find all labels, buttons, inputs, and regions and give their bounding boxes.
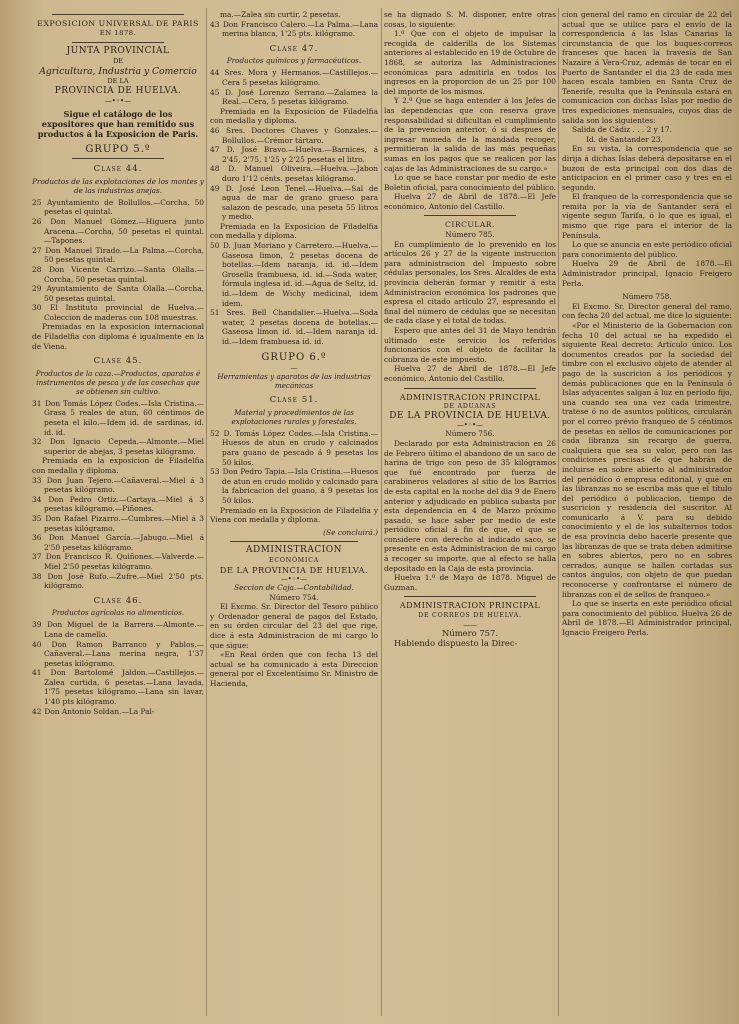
entry-number: 36 bbox=[32, 533, 42, 543]
administration-title: ADMINISTRACION PRINCIPAL bbox=[399, 392, 541, 402]
notice-signature: Huelva 1.º de Mayo de 1878. Miguel de Guzman. bbox=[384, 573, 556, 592]
entry-text: Don Manuel Gómez.—Higuera junto Aracena.—Corcha, 50 pesetas el quintal.—Tapones. bbox=[44, 216, 204, 246]
column-3 bbox=[384, 10, 556, 1016]
ornament: —•◦•— bbox=[280, 575, 308, 584]
exhibitor-entry bbox=[210, 467, 378, 505]
administration-type: ECONÓMICA bbox=[269, 556, 319, 564]
exhibitor-entry bbox=[32, 514, 204, 533]
exhibitor-entry bbox=[32, 533, 204, 552]
entry-text: D. Manuel Oliveira.—Huelva.—Jabon duro 1'12 cénts. pesetas kilógramo. bbox=[222, 164, 378, 183]
exhibitor-entry bbox=[32, 552, 204, 571]
exhibitor-entry bbox=[32, 620, 204, 639]
notice-text: Lo que se hace constar por medio de este Boletin oficial, para conocimiento del público. bbox=[384, 173, 556, 192]
entry-number: 28 bbox=[32, 264, 42, 274]
divider bbox=[72, 42, 164, 43]
section-label: Seccion de Caja.—Contabilidad. bbox=[234, 583, 354, 593]
entry-number: 33 bbox=[32, 475, 42, 485]
dash: —— bbox=[463, 620, 477, 629]
column-rule bbox=[206, 8, 207, 1016]
group-heading: GRUPO 6.º bbox=[261, 351, 327, 363]
entry-text: D. Juan Moriano y Carretero.—Huelva.—Gaseosa limon, 2 pesetas docena de botellas.—Idem naranja, id. id.—Idem Grosella frambuesa, id. id.—Soda water, fórmula inglesa id. id.—Agua de Seltz, id. id.—Idem de Wichy medicinal, idem idem. bbox=[222, 241, 378, 308]
catalog-intro: Sigue el catálogo de los expositores que han remitido sus productos á la Exposicion de Paris. bbox=[37, 108, 199, 139]
notice-number: Número 754. bbox=[269, 592, 319, 602]
entry-text: D. José Lorenzo Serrano.—Zalamea la Real.—Cera, 5 pesetas kilógramo. bbox=[222, 87, 378, 107]
entry-text: Don Pedro Ortiz.—Cartaya.—Miel á 3 pesetas kilógramo.—Piñones. bbox=[44, 494, 204, 514]
exhibitor-entry bbox=[210, 145, 378, 164]
to-be-continued: (Se concluirá.) bbox=[323, 527, 378, 537]
entry-text: Sres. Bell Chandalier.—Huelva.—Soda water, 2 pesetas docena de botellas.—Gaseosa limon id. id.—Idem naranja id. id.—Idem frambuesa id. id. bbox=[222, 308, 378, 346]
exhibitor-entry bbox=[32, 437, 204, 456]
entry-text: D. Tomás López Codes.—Isla Cristina.—Huesos de atun en crudo y calcinados para guano de pescado á 9 pesetas los 50 kilos. bbox=[222, 428, 378, 467]
entry-text: Ayuntamiento de Santa Olalla.—Corcha, 50 pesetas quintal. bbox=[44, 284, 204, 303]
entry-text: D. José Leon Tenel.—Huelva.—Sal de agua de mar de grano grueso para salazon de pescado, una peseta 55 litros y medio. bbox=[222, 183, 378, 222]
class-heading: Clase 45. bbox=[93, 356, 143, 367]
dash: — bbox=[290, 364, 298, 373]
notice-text: Habiendo dispuesto la Direc- bbox=[394, 638, 518, 649]
notice-signature: Lo que se inserta en este periódico oficial para conocimiento del público. Huelva 26 de Abril de 1878.—El Administrador principal, Ignacio Freigero Perla. bbox=[562, 599, 732, 637]
class-description: Material y procedimientos de las explotaciones rurales y forestales. bbox=[231, 407, 357, 426]
award-note: Premiada en la Exposicion de Filadelfia con medalla y diploma. bbox=[210, 106, 378, 126]
entry-number: 42 bbox=[32, 706, 42, 716]
column-4 bbox=[562, 10, 732, 1016]
entry-number: 26 bbox=[32, 216, 42, 226]
administration-title: ADMINISTRACION PRINCIPAL bbox=[399, 601, 541, 611]
divider bbox=[230, 541, 358, 542]
divider bbox=[52, 14, 184, 15]
notice-text: 1.º Que con el objeto de impulsar la recogida de calderilla de los Sistemas anteriores al establecido en 19 de Octubre de 1868, se autoriza las Administraciones económicas para admitirla en todos los ingresos en la proporcion de un 25 por 100 del importe de los mismos. bbox=[384, 29, 556, 96]
exhibitor-entry bbox=[210, 68, 378, 87]
exhibitor-entry bbox=[32, 707, 204, 717]
ornament: —•◦•— bbox=[456, 421, 484, 430]
exhibitor-entry bbox=[210, 184, 378, 222]
class-heading: Clase 46. bbox=[93, 595, 143, 606]
group-heading: GRUPO 5.º bbox=[85, 143, 151, 155]
entry-text: Don Rafael Pizarro.—Cumbres.—Miel á 3 pesetas kilógramo. bbox=[44, 513, 204, 533]
section-heading: EXPOSICION UNIVERSAL DE PARIS bbox=[37, 19, 199, 28]
exhibitor-entry bbox=[32, 572, 204, 591]
entry-number: 49 bbox=[210, 183, 220, 193]
exhibitor-entry bbox=[32, 399, 204, 437]
notice-text: «En Real órden que con fecha 13 del actual se ha comunicado á esta Direccion general por el Excelentísimo Sr. Ministro de Hacienda, bbox=[210, 650, 378, 689]
group-description: Herramientas y aparatos de las industrias mecánicas bbox=[217, 372, 371, 391]
entry-number: 48 bbox=[210, 164, 220, 174]
administration-type: DE CORREOS DE HUELVA. bbox=[418, 612, 522, 620]
junta-province: PROVINCIA DE HUELVA. bbox=[54, 85, 182, 96]
entry-number: 38 bbox=[32, 571, 42, 581]
entry-text: Sres. Mora y Hermanos.—Castillejos.—Cera 5 pesetas kilógramo. bbox=[222, 68, 378, 87]
exhibitor-entry bbox=[32, 265, 204, 284]
entry-text: D. José Bravo.—Huelva.—Barnices, á 2'45, 2'75, 1'25 y 2'25 pesetas el litro. bbox=[222, 145, 378, 164]
entry-text: Sres. Doctores Chaves y Gonzales.—Bollullos.—Crémor tártaro. bbox=[222, 125, 378, 145]
exhibitor-entry bbox=[210, 429, 378, 467]
entry-text: Don Juan Tejero.—Cañaveral.—Miel á 3 pesetas kilógramo. bbox=[44, 475, 204, 495]
entry-number: 53 bbox=[210, 467, 220, 477]
notice-text: En cumplimiento de lo prevenido en los artículos 26 y 27 de la vigente instruccion para administracion del Impuesto sobre cédulas personales, los Sres. Alcaldes de esta provincia deberán formar y remitir á esta Administracion económica los padrones que espresa el citado artículo 27, espresando el final del número de cédulas que se necesitan de cada clase y el total de todas. bbox=[384, 239, 556, 326]
divider bbox=[72, 158, 164, 159]
entry-text: Don José Rufo.—Zufre.—Miel 2'50 pts. kilógramo. bbox=[44, 571, 204, 591]
exhibitor-entry bbox=[210, 164, 378, 183]
administration-type: DE ADUANAS bbox=[443, 403, 497, 411]
notice-text: «Por el Ministerio de la Gobernacion con fecha 10 del actual se ha expedido el siguiente Real decreto: Artículo único. Los documentos creados por la sociedad del timbre con el exclusivo objeto de atender al pago de la suscricion á los periódicos y demás publicaciones que en la Península ó Islas adyacentes salgan á luz en periodo fijo, una cuando sea una vez cada trimestre, tratese ó no de asuntos políticos, circularán por el correo prévio franqueo de 5 céntimos de pesetas en sellos de comunicaciones por cada libranza sin recargo de guerra, cualquiera que sea su valor, pero con las condiciones precisas de que habrán de incluirse en sobre abierto al administrador del periódico ó empresa editorial, y que en las libranzas no se escriba más que el título del periódico ó publicacion, tiempo de suscricion y residencia del suscritor. Al comunicarlo á V. para su debido conocimiento y el de los subalternos todos de esa provincia debo hacerle presente que las libranzas de que se trata deben admitirse en sobres abiertos, pero no en sobres cerrados, aunque se hallen cortadas sus cantos ángulos, con objeto de que puedan reconocerse y confrontarse el número de libranzas con el de sellos de franqueo.» bbox=[562, 321, 732, 599]
class-description: Productos de la caza.—Productos, aparatos é instrumentos de pesca y de las cosechas que se obtienen sin cultivo. bbox=[35, 368, 201, 396]
exhibitor-entry bbox=[32, 198, 204, 217]
entry-text: Don Pedro Tapia.—Isla Cristina.—Huesos de atun en crudo molido y calcinado para la fabricacion del guano, á 9 pesetas los 50 kilos. bbox=[222, 467, 378, 505]
entry-text: Don Tomás López Codes.—Isla Cristina.—Grasa 5 reales de atun, 60 céntimos de peseta el kilo.—Idem id. de sardinas, id. id. id. bbox=[44, 398, 204, 437]
notice-number: Número 785. bbox=[445, 230, 495, 240]
junta-dela: DE LA bbox=[107, 77, 129, 86]
junta-title: JUNTA PROVINCIAL bbox=[66, 46, 170, 57]
entry-number: 50 bbox=[210, 241, 220, 251]
exhibitor-entry bbox=[210, 126, 378, 145]
notice-signature: Huelva 29 de Abril de 1878.—El Administrador principal, Ignacio Freigero Perla. bbox=[562, 259, 732, 288]
entry-text: Don Manuel Tirado.—La Palma.—Corcha, 50 pesetas quintal. bbox=[44, 245, 204, 265]
notice-signature: Huelva 27 de Abril de 1878.—El Jefe económico, Antonio del Castillo. bbox=[384, 192, 556, 211]
continued-text: ma.—Zalea sin curtir, 2 pesetas. bbox=[220, 10, 341, 19]
class-heading: Clase 47. bbox=[269, 43, 319, 54]
entry-text: Don Vicente Carrizo.—Santa Olalla.—Corcha, 50 pesetas quintal. bbox=[44, 264, 204, 284]
notice-text: Y 2.º Que se haga entender á los Jefes de las dependencias que con reserva grave responsabilidad si dificultan el cumplimiento de la prevencion anterior, ó si despues de ingresar moneda de la mandada recoger, permitieran la salida de las más pequeñas sumas en los pagos que se realicen por las cajas de las Administraciones de su cargo.» bbox=[384, 96, 556, 173]
notice-text: Declarado por esta Administracion en 26 de Febrero último el abandono de un saco de harina de trigo con peso de 35 kilógramos que fué encontrado por fuerza de carabineros veladores al sitio de los Barrios de esta capital en la noche del dia 9 de Enero anterior y adjudicado en pública subasta por esta dependencia en 4 de Marzo próximo pasado, se hace saber por medio de este periódico oficial á fin de que, el que se considere con derecho al indicado saco, se presente en esta Administracion de mi cargo á recoger su importe, que al efecto se halla depositado en la Caja de esta provincia. bbox=[384, 438, 556, 573]
entry-number: 31 bbox=[32, 398, 42, 408]
notice-text: Lo que se anuncia en este periódico oficial para conocimiento del público. bbox=[562, 240, 732, 259]
administration-province: DE LA PROVINCIA DE HUELVA. bbox=[389, 410, 551, 421]
administration-title: ADMINISTRACION bbox=[245, 545, 343, 556]
column-2 bbox=[210, 10, 378, 1016]
entry-number: 43 bbox=[210, 19, 220, 29]
entry-number: 44 bbox=[210, 68, 220, 78]
exhibitor-entry bbox=[32, 495, 204, 514]
entry-text: Don Manuel García.—Jabugo.—Miel á 2'50 pesetas kilógramo. bbox=[44, 533, 204, 552]
column-1 bbox=[32, 10, 204, 1016]
entry-text: Don Francisco Calero.—La Palma.—Lana merina blanca, 1'25 pts. kilógramo. bbox=[222, 19, 378, 39]
notice-number: Número 757. bbox=[442, 627, 498, 638]
exhibitor-entry bbox=[32, 640, 204, 669]
entry-number: 25 bbox=[32, 197, 42, 207]
entry-text: Don Ignacio Cepeda.—Almonte.—Miel superior de abejas, 3 pesetas kilógramo. bbox=[44, 437, 204, 456]
exhibitor-entry bbox=[32, 246, 204, 265]
exhibitor-entry bbox=[210, 241, 378, 308]
notice-text: cion general del ramo en circular de 22 del actual que se utilice para el envío de la correspondencia á las Islas Canarias la circunstancia de que los buques-correos franceses que hacen la travesía de San Nazaire á Vera-Cruz, además de tocar en el Puerto de Santander el dia 23 de cada mes hacen escala tambien en Santa Cruz de Tenerife, resulta que la Península estará en comunicacion con dichas Islas por medio de tres expediciones mensuales, cuyos dias de salida son los siguientes: bbox=[562, 10, 732, 125]
class-heading: Clase 44. bbox=[93, 164, 143, 175]
entry-number: 41 bbox=[32, 668, 42, 678]
class-heading: Clase 51. bbox=[269, 395, 319, 406]
exhibitor-entry bbox=[210, 88, 378, 107]
ornament: —•◦•— bbox=[104, 96, 132, 105]
administration-province: DE LA PROVINCIA DE HUELVA. bbox=[219, 564, 369, 575]
junta-subtitle: Agricultura, Industria y Comercio bbox=[39, 66, 197, 78]
notice-text: El franqueo de la correspondencia que se remita por la vía de Santander será el vigente segun Tarifa, ó lo que es igual, el mismo que rige para el interior de la Península. bbox=[562, 192, 732, 240]
exhibitor-entry bbox=[210, 20, 378, 39]
exhibitor-entry bbox=[32, 217, 204, 246]
notice-text: El Excmo. Sr. Director general del ramo, con fecha 20 del actual, me dice lo siguiente: bbox=[562, 301, 732, 321]
divider bbox=[424, 215, 516, 216]
exhibitor-entry bbox=[32, 284, 204, 303]
notice-signature: Huelva 27 de Abril de 1878.—El Jefe económico, Antonio del Castillo. bbox=[384, 364, 556, 383]
award-note: Premiada en la Exposicion de Filadelfia con medalla y diploma. bbox=[210, 221, 378, 241]
entry-text: Don Ramon Barranco y Pablos.—Cañaveral.—Lana merina negra, 1'37 pesetas kilógramo. bbox=[44, 639, 204, 668]
notice-text: Espero que antes del 31 de Mayo tendrán ultimado este servicio los referidos funcionarios con el objeto de facilitar la cobranza de este impuesto. bbox=[384, 326, 556, 364]
entry-number: 27 bbox=[32, 245, 42, 255]
divider bbox=[404, 388, 536, 389]
entry-number: 35 bbox=[32, 513, 42, 523]
schedule-line: Salida de Cádiz . . . 2 y 17. bbox=[572, 125, 672, 135]
notice-text: se ha dignado S. M. disponer, entre otras cosas, lo siguiente: bbox=[384, 10, 556, 29]
class-description: Productos agrícolas no alimenticios. bbox=[51, 608, 185, 618]
entry-number: 52 bbox=[210, 428, 220, 438]
exhibitor-entry bbox=[32, 668, 204, 706]
notice-text: El Excmo. Sr. Director del Tesoro público y Ordenador general de pagos del Estado, en su órden circular del 23 del que rige, dice á esta Administracion de mi cargo lo que sigue: bbox=[210, 602, 378, 650]
exhibitor-entry bbox=[32, 476, 204, 495]
entry-text: Ayuntamiento de Bollullos.—Corcha, 50 pesetas el quintal. bbox=[44, 197, 204, 217]
entry-number: 47 bbox=[210, 145, 220, 155]
class-description: Productos de las explotaciones de los montes y de las industrias anejas. bbox=[32, 176, 204, 195]
entry-number: 34 bbox=[32, 494, 42, 504]
column-rule bbox=[381, 8, 382, 1016]
circular-title: CIRCULAR. bbox=[445, 220, 495, 230]
entry-number: 32 bbox=[32, 437, 42, 447]
exhibitor-entry bbox=[210, 308, 378, 346]
section-subheading: EN 1878. bbox=[99, 28, 137, 37]
exhibitor-entry bbox=[32, 303, 204, 322]
junta-de: DE bbox=[112, 56, 124, 65]
entry-number: 51 bbox=[210, 308, 220, 318]
column-rule bbox=[558, 8, 559, 1016]
award-note: Premiada en la exposicion de Filadelfia con medalla y diploma. bbox=[32, 456, 204, 475]
notice-number: Número 756. bbox=[445, 429, 495, 439]
entry-text: Don Francisco R. Quiñones.—Valverde.—Miel 2'50 pesetas kilógramo. bbox=[44, 552, 204, 571]
entry-number: 45 bbox=[210, 87, 220, 97]
entry-text: Don Miguel de la Barrera.—Almonte.—Lana de camello. bbox=[44, 620, 204, 639]
entry-text: Don Bartolomé Jaldon.—Castillejos.—Zalea curtida, 6 pesetas.—Lana lavada, 1'75 pesetas kilógramo.—Lana sin lavar, 1'40 pts kilógramo. bbox=[44, 668, 204, 707]
entry-number: 46 bbox=[210, 125, 220, 135]
entry-text: El Instituto provincial de Huelva.—Coleccion de maderas con 108 muestras. bbox=[44, 303, 204, 322]
award-note: Premiadas en la exposicion internacional de Filadelfia con diploma é igualmente en la de Viena. bbox=[32, 322, 204, 351]
entry-number: 37 bbox=[32, 552, 42, 562]
entry-number: 29 bbox=[32, 284, 42, 294]
class-description: Productos químicos y farmacéuticos. bbox=[226, 56, 362, 66]
schedule-line: Id. de Santander 23. bbox=[586, 134, 663, 144]
entry-number: 40 bbox=[32, 639, 42, 649]
entry-text: Don Antonio Soldan.—La Pal- bbox=[44, 706, 155, 716]
divider bbox=[404, 596, 536, 597]
entry-number: 39 bbox=[32, 620, 42, 630]
notice-number: Número 758. bbox=[622, 292, 672, 302]
award-note: Premiado en la Exposicion de Filadelfia y Viena con medalla y diploma. bbox=[210, 505, 378, 525]
notice-text: En su vista, la correspondencia que se dirija á dichas Islas deberá depositarse en el buzon de esta principal con dos dias de anticipacion en el primer caso y tres en el segundo. bbox=[562, 144, 732, 192]
entry-number: 30 bbox=[32, 303, 42, 313]
